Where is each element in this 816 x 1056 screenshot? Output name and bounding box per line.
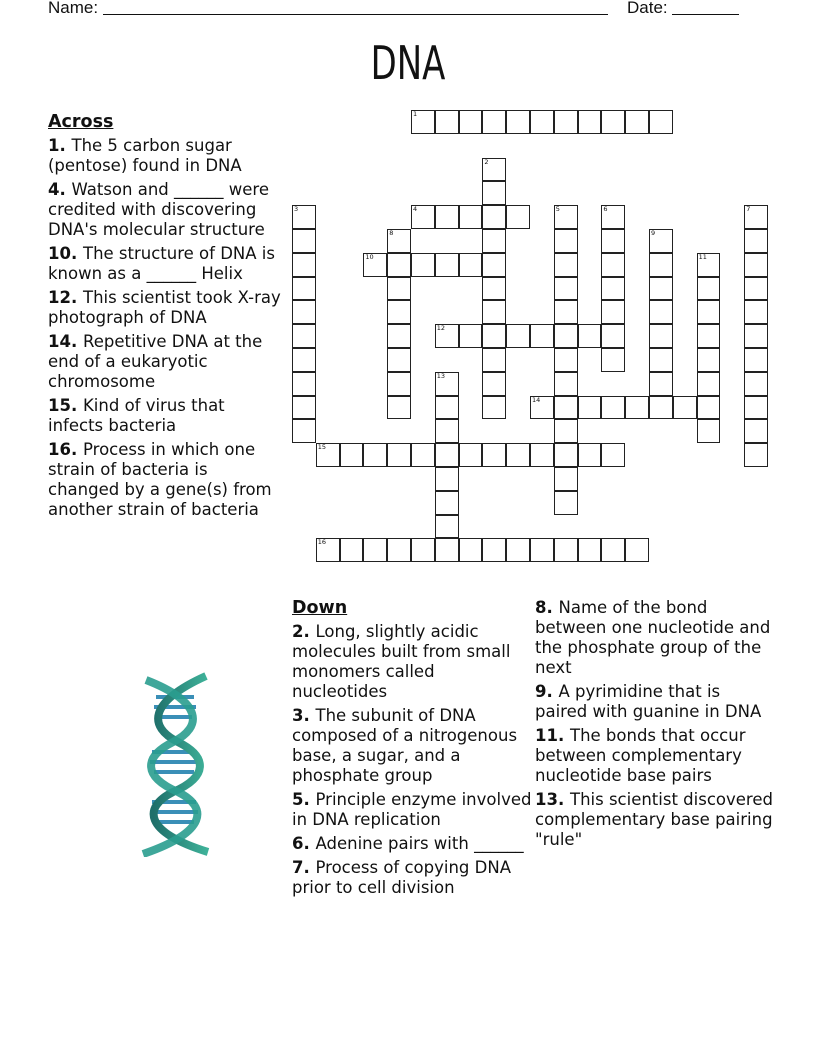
grid-cell[interactable] bbox=[292, 205, 316, 229]
grid-cell[interactable] bbox=[744, 419, 768, 443]
grid-cell[interactable] bbox=[649, 277, 673, 301]
grid-cell[interactable] bbox=[435, 110, 459, 134]
grid-cell[interactable] bbox=[340, 443, 364, 467]
grid-cell[interactable] bbox=[530, 396, 554, 420]
across-heading: Across bbox=[48, 112, 114, 132]
grid-cell[interactable] bbox=[530, 443, 554, 467]
clue-number: 10. bbox=[48, 244, 83, 263]
grid-cell[interactable] bbox=[363, 538, 387, 562]
grid-cell[interactable] bbox=[387, 348, 411, 372]
grid-cell[interactable] bbox=[530, 538, 554, 562]
grid-cell[interactable] bbox=[578, 443, 602, 467]
grid-cell[interactable] bbox=[744, 324, 768, 348]
cell-number: 2 bbox=[484, 157, 489, 166]
grid-cell[interactable] bbox=[578, 538, 602, 562]
clue-number: 3. bbox=[292, 706, 316, 725]
clue-text: The 5 carbon sugar (pentose) found in DNA bbox=[48, 136, 242, 175]
grid-cell[interactable] bbox=[292, 419, 316, 443]
grid-cell[interactable] bbox=[578, 324, 602, 348]
grid-cell[interactable] bbox=[459, 324, 483, 348]
clue-text: This scientist took X-ray photograph of DNA bbox=[48, 288, 281, 327]
across-clue bbox=[48, 244, 283, 284]
grid-cell[interactable] bbox=[554, 253, 578, 277]
clue-number: 5. bbox=[292, 790, 316, 809]
cell-number: 16 bbox=[317, 538, 327, 547]
grid-cell[interactable] bbox=[482, 443, 506, 467]
grid-cell[interactable] bbox=[649, 110, 673, 134]
down-clue bbox=[535, 726, 775, 786]
cell-number: 5 bbox=[555, 205, 560, 214]
cell-number: 10 bbox=[365, 252, 374, 261]
clue-text: The subunit of DNA composed of a nitrogenous base, a sugar, and a phosphate group bbox=[292, 706, 518, 785]
grid-cell[interactable] bbox=[601, 277, 625, 301]
grid-cell[interactable] bbox=[482, 158, 506, 182]
grid-cell[interactable] bbox=[411, 253, 435, 277]
date-label: Date: bbox=[627, 0, 668, 17]
grid-cell[interactable] bbox=[482, 229, 506, 253]
grid-cell[interactable] bbox=[601, 324, 625, 348]
clue-number: 12. bbox=[48, 288, 83, 307]
clue-text: Repetitive DNA at the end of a eukaryotic chromosome bbox=[48, 332, 263, 391]
grid-cell[interactable] bbox=[578, 110, 602, 134]
grid-cell[interactable] bbox=[554, 300, 578, 324]
clue-text: Watson and ______ were credited with discovering DNA's molecular structure bbox=[48, 180, 269, 239]
grid-cell[interactable] bbox=[554, 538, 578, 562]
down-clue bbox=[292, 790, 532, 830]
grid-cell[interactable] bbox=[506, 443, 530, 467]
grid-cell[interactable] bbox=[340, 538, 364, 562]
down-clue bbox=[535, 598, 775, 678]
grid-cell[interactable] bbox=[744, 277, 768, 301]
dna-helix-icon bbox=[138, 672, 213, 857]
clue-number: 9. bbox=[535, 682, 559, 701]
clue-number: 8. bbox=[535, 598, 559, 617]
down-clue bbox=[292, 706, 532, 786]
grid-cell[interactable] bbox=[292, 229, 316, 253]
grid-cell[interactable] bbox=[482, 372, 506, 396]
grid-cell[interactable] bbox=[482, 253, 506, 277]
grid-cell[interactable] bbox=[744, 348, 768, 372]
grid-cell[interactable] bbox=[292, 324, 316, 348]
grid-cell[interactable] bbox=[554, 419, 578, 443]
across-clues bbox=[48, 112, 283, 524]
grid-cell[interactable] bbox=[387, 229, 411, 253]
clue-number: 14. bbox=[48, 332, 83, 351]
grid-cell[interactable] bbox=[387, 538, 411, 562]
clue-number: 1. bbox=[48, 136, 72, 155]
clue-text: This scientist discovered complementary base pairing "rule" bbox=[535, 790, 773, 849]
grid-cell[interactable] bbox=[697, 253, 721, 277]
grid-cell[interactable] bbox=[411, 205, 435, 229]
down-clue bbox=[535, 682, 775, 722]
grid-cell[interactable] bbox=[530, 324, 554, 348]
clue-text: A pyrimidine that is paired with guanine in DNA bbox=[535, 682, 762, 721]
clue-text: Kind of virus that infects bacteria bbox=[48, 396, 225, 435]
grid-cell[interactable] bbox=[744, 372, 768, 396]
grid-cell[interactable] bbox=[363, 253, 387, 277]
grid-cell[interactable] bbox=[554, 467, 578, 491]
grid-cell[interactable] bbox=[649, 253, 673, 277]
grid-cell[interactable] bbox=[554, 372, 578, 396]
grid-cell[interactable] bbox=[649, 372, 673, 396]
grid-cell[interactable] bbox=[673, 396, 697, 420]
name-label: Name: bbox=[48, 0, 99, 17]
down-clue bbox=[535, 790, 775, 850]
cell-number: 11 bbox=[698, 252, 707, 261]
grid-cell[interactable] bbox=[697, 300, 721, 324]
grid-cell[interactable] bbox=[435, 538, 459, 562]
clue-number: 15. bbox=[48, 396, 83, 415]
down-clues-continued bbox=[535, 598, 775, 854]
grid-cell[interactable] bbox=[625, 396, 649, 420]
grid-cell[interactable] bbox=[387, 300, 411, 324]
clue-text: Principle enzyme involved in DNA replication bbox=[292, 790, 532, 829]
grid-cell[interactable] bbox=[554, 205, 578, 229]
clue-text: Long, slightly acidic molecules built from small monomers called nucleotides bbox=[292, 622, 511, 701]
cell-number: 3 bbox=[294, 205, 299, 214]
grid-cell[interactable] bbox=[578, 396, 602, 420]
grid-cell[interactable] bbox=[506, 538, 530, 562]
grid-cell[interactable] bbox=[554, 229, 578, 253]
grid-cell[interactable] bbox=[316, 538, 340, 562]
grid-cell[interactable] bbox=[459, 110, 483, 134]
grid-cell[interactable] bbox=[744, 396, 768, 420]
grid-cell[interactable] bbox=[435, 467, 459, 491]
grid-cell[interactable] bbox=[506, 110, 530, 134]
grid-cell[interactable] bbox=[459, 253, 483, 277]
grid-cell[interactable] bbox=[744, 253, 768, 277]
grid-cell[interactable] bbox=[387, 253, 411, 277]
grid-cell[interactable] bbox=[554, 277, 578, 301]
across-clue bbox=[48, 288, 283, 328]
grid-cell[interactable] bbox=[482, 300, 506, 324]
clue-number: 2. bbox=[292, 622, 316, 641]
grid-cell[interactable] bbox=[697, 277, 721, 301]
grid-cell[interactable] bbox=[435, 443, 459, 467]
grid-cell[interactable] bbox=[744, 300, 768, 324]
grid-cell[interactable] bbox=[744, 205, 768, 229]
grid-cell[interactable] bbox=[435, 491, 459, 515]
down-clue bbox=[292, 622, 532, 702]
grid-cell[interactable] bbox=[697, 324, 721, 348]
grid-cell[interactable] bbox=[482, 348, 506, 372]
grid-cell[interactable] bbox=[292, 396, 316, 420]
name-field[interactable] bbox=[103, 14, 608, 15]
grid-cell[interactable] bbox=[744, 443, 768, 467]
across-clue bbox=[48, 332, 283, 392]
grid-cell[interactable] bbox=[697, 348, 721, 372]
clue-number: 4. bbox=[48, 180, 72, 199]
clue-text: The bonds that occur between complementary nucleotide base pairs bbox=[535, 726, 746, 785]
grid-cell[interactable] bbox=[649, 348, 673, 372]
clue-number: 7. bbox=[292, 858, 316, 877]
grid-cell[interactable] bbox=[744, 229, 768, 253]
grid-cell[interactable] bbox=[411, 443, 435, 467]
clue-text: The structure of DNA is known as a ______ Helix bbox=[48, 244, 275, 283]
grid-cell[interactable] bbox=[601, 348, 625, 372]
cell-number: 6 bbox=[603, 205, 608, 214]
cell-number: 12 bbox=[436, 324, 446, 333]
grid-cell[interactable] bbox=[459, 443, 483, 467]
clue-number: 13. bbox=[535, 790, 570, 809]
grid-cell[interactable] bbox=[411, 538, 435, 562]
across-clue bbox=[48, 440, 283, 520]
grid-cell[interactable] bbox=[554, 348, 578, 372]
grid-cell[interactable] bbox=[697, 396, 721, 420]
cell-number: 4 bbox=[413, 205, 418, 214]
grid-cell[interactable] bbox=[387, 277, 411, 301]
grid-cell[interactable] bbox=[506, 324, 530, 348]
grid-cell[interactable] bbox=[363, 443, 387, 467]
clue-text: Adenine pairs with ______ bbox=[315, 834, 524, 853]
grid-cell[interactable] bbox=[435, 396, 459, 420]
grid-cell[interactable] bbox=[435, 419, 459, 443]
grid-cell[interactable] bbox=[625, 538, 649, 562]
grid-cell[interactable] bbox=[625, 110, 649, 134]
grid-cell[interactable] bbox=[387, 372, 411, 396]
grid-cell[interactable] bbox=[387, 324, 411, 348]
cell-number: 9 bbox=[651, 229, 656, 237]
cell-number: 15 bbox=[317, 443, 327, 452]
clue-number: 6. bbox=[292, 834, 316, 853]
grid-cell[interactable] bbox=[601, 300, 625, 324]
grid-cell[interactable] bbox=[411, 110, 435, 134]
cell-number: 13 bbox=[436, 371, 446, 380]
down-clue bbox=[292, 858, 532, 898]
clue-number: 16. bbox=[48, 440, 83, 459]
cell-number: 7 bbox=[746, 205, 751, 214]
down-clues bbox=[292, 598, 532, 902]
cell-number: 14 bbox=[532, 395, 541, 404]
grid-cell[interactable] bbox=[601, 396, 625, 420]
grid-cell[interactable] bbox=[554, 396, 578, 420]
grid-cell[interactable] bbox=[387, 443, 411, 467]
grid-cell[interactable] bbox=[649, 324, 673, 348]
clue-text: Process in which one strain of bacteria is changed by a gene(s) from another strain of bacteria bbox=[48, 440, 272, 519]
grid-cell[interactable] bbox=[554, 443, 578, 467]
grid-cell[interactable] bbox=[506, 205, 530, 229]
grid-cell[interactable] bbox=[601, 205, 625, 229]
grid-cell[interactable] bbox=[435, 253, 459, 277]
down-heading: Down bbox=[292, 598, 348, 618]
grid-cell[interactable] bbox=[482, 277, 506, 301]
across-clue bbox=[48, 396, 283, 436]
grid-cell[interactable] bbox=[601, 229, 625, 253]
grid-cell[interactable] bbox=[482, 110, 506, 134]
grid-cell[interactable] bbox=[697, 419, 721, 443]
grid-cell[interactable] bbox=[482, 538, 506, 562]
grid-cell[interactable] bbox=[482, 396, 506, 420]
grid-cell[interactable] bbox=[292, 253, 316, 277]
grid-cell[interactable] bbox=[601, 443, 625, 467]
grid-cell[interactable] bbox=[459, 205, 483, 229]
down-clue bbox=[292, 834, 532, 854]
clue-number: 11. bbox=[535, 726, 570, 745]
grid-cell[interactable] bbox=[292, 372, 316, 396]
grid-cell[interactable] bbox=[649, 396, 673, 420]
grid-cell[interactable] bbox=[530, 110, 554, 134]
grid-cell[interactable] bbox=[649, 229, 673, 253]
cell-number: 1 bbox=[413, 110, 418, 118]
date-field[interactable] bbox=[672, 14, 739, 15]
grid-cell[interactable] bbox=[601, 110, 625, 134]
grid-cell[interactable] bbox=[292, 348, 316, 372]
page-title: DNA bbox=[370, 36, 446, 90]
grid-cell[interactable] bbox=[435, 324, 459, 348]
grid-cell[interactable] bbox=[459, 538, 483, 562]
across-clue bbox=[48, 180, 283, 240]
grid-cell[interactable] bbox=[292, 300, 316, 324]
grid-cell[interactable] bbox=[435, 515, 459, 539]
grid-cell[interactable] bbox=[554, 491, 578, 515]
clue-text: Process of copying DNA prior to cell division bbox=[292, 858, 511, 897]
grid-cell[interactable] bbox=[435, 372, 459, 396]
grid-cell[interactable] bbox=[482, 324, 506, 348]
grid-cell[interactable] bbox=[554, 324, 578, 348]
grid-cell[interactable] bbox=[697, 372, 721, 396]
grid-cell[interactable] bbox=[601, 253, 625, 277]
across-clue bbox=[48, 136, 283, 176]
clue-text: Name of the bond between one nucleotide and the phosphate group of the next bbox=[535, 598, 771, 677]
grid-cell[interactable] bbox=[387, 396, 411, 420]
grid-cell[interactable] bbox=[435, 205, 459, 229]
grid-cell[interactable] bbox=[482, 181, 506, 205]
grid-cell[interactable] bbox=[554, 110, 578, 134]
grid-cell[interactable] bbox=[649, 300, 673, 324]
grid-cell[interactable] bbox=[292, 277, 316, 301]
cell-number: 8 bbox=[389, 229, 394, 237]
grid-cell[interactable] bbox=[316, 443, 340, 467]
grid-cell[interactable] bbox=[601, 538, 625, 562]
grid-cell[interactable] bbox=[482, 205, 506, 229]
